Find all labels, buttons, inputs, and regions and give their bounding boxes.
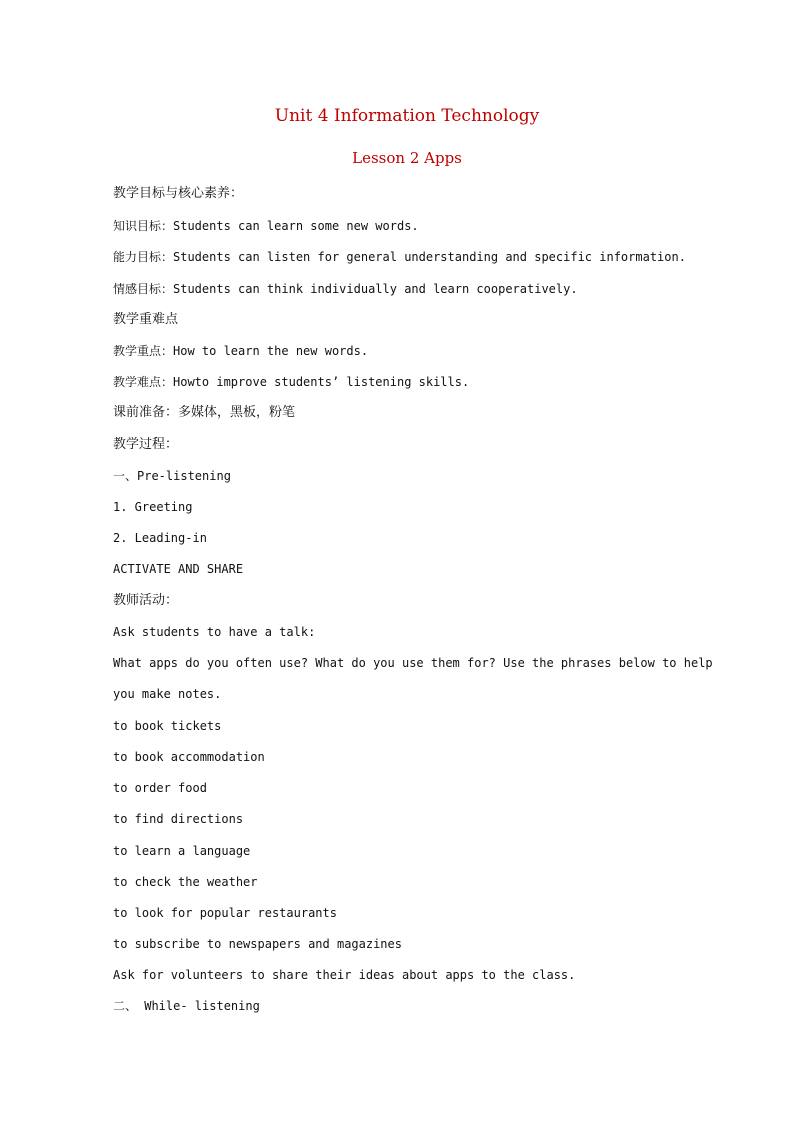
phrase-item: to order food [113,781,207,795]
activate-and-share: ACTIVATE AND SHARE [113,562,244,576]
step-while-listening: 二、 While- listening [113,999,260,1013]
phrase-item: to find directions [113,812,244,826]
phrase-item: to check the weather [113,875,258,889]
document-subtitle: Lesson 2 Apps [352,149,462,167]
teacher-activity-label: 教师活动： [113,593,179,608]
phrase-item: to book accommodation [113,750,265,764]
step-greeting: 1. Greeting [113,500,193,514]
ability-objective: 能力目标：Students can listen for general understanding and specific information. [113,250,686,264]
difficult-point: 教学难点：Howto improve students’ listening skills. [113,375,470,389]
document-title: Unit 4 Information Technology [274,106,540,126]
instruction-volunteers: Ask for volunteers to share their ideas about apps to the class. [113,968,576,982]
section-heading-objectives: 教学目标与核心素养： [113,186,244,201]
phrase-item: to subscribe to newspapers and magazines [113,937,402,951]
instruction-talk: Ask students to have a talk: [113,625,316,639]
phrase-item: to learn a language [113,844,251,858]
phrase-item: to look for popular restaurants [113,906,337,920]
key-point: 教学重点：How to learn the new words. [113,344,369,358]
phrase-item: to book tickets [113,719,222,733]
section-heading-key-points: 教学重难点 [113,312,179,327]
instruction-question: What apps do you often use? What do you use them for? Use the phrases below to help you make notes. [113,656,713,701]
step-leading-in: 2. Leading-in [113,531,207,545]
section-heading-process: 教学过程： [113,437,179,452]
preparation: 课前准备：多媒体，黑板，粉笔 [113,405,296,420]
step-pre-listening: 一、Pre-listening [113,469,231,483]
emotion-objective: 情感目标：Students can think individually and learn cooperatively. [113,282,578,296]
knowledge-objective: 知识目标：Students can learn some new words. [113,219,419,233]
